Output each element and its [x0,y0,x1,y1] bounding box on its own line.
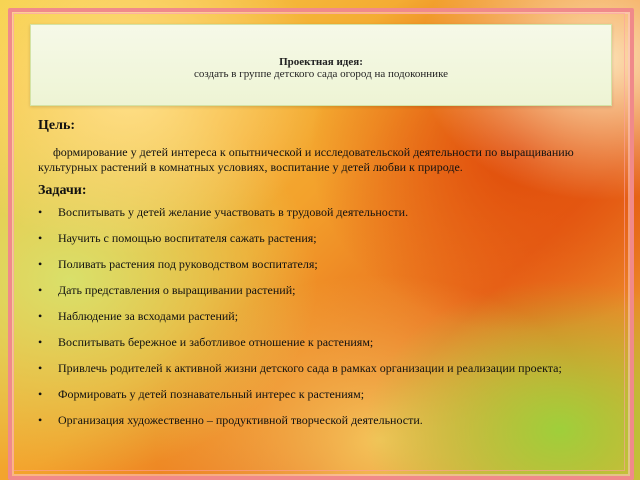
bullet-icon: • [38,309,43,323]
task-text: Формировать у детей познавательный интерес к растениям; [58,387,365,401]
bullet-icon: • [38,413,43,427]
task-item [38,205,618,220]
project-idea-box [30,24,612,106]
task-text: Наблюдение за всходами растений; [58,309,239,323]
bullet-icon: • [38,361,43,375]
task-item [38,231,618,246]
bullet-icon: • [38,387,43,401]
tasks-heading: Задачи: [38,183,87,198]
bullet-icon: • [38,205,43,219]
task-item [38,361,618,376]
task-text: Воспитывать у детей желание участвовать в трудовой деятельности. [58,205,409,219]
slide-content [38,118,618,439]
bullet-icon: • [38,257,43,271]
task-item [38,283,618,298]
task-text: Организация художественно – продуктивной творческой деятельности. [58,413,423,427]
goal-text: формирование у детей интереса к опытнической и исследовательской деятельности по выращиванию культурных растений в комнатных условиях, воспитание у детей любви к природе. [38,145,574,174]
task-item [38,257,618,272]
task-text: Привлечь родителей к активной жизни детского сада в рамках организации и реализации проекта; [58,361,562,375]
tasks-list [38,205,618,428]
bullet-icon: • [38,231,43,245]
task-item [38,413,618,428]
task-text: Воспитывать бережное и заботливое отношение к растениям; [58,335,374,349]
task-text: Поливать растения под руководством воспитателя; [58,257,318,271]
task-text: Дать представления о выращивании растений; [58,283,296,297]
task-item [38,335,618,350]
project-idea-title: Проектная идея: [279,56,363,68]
task-item [38,309,618,324]
task-text: Научить с помощью воспитателя сажать растения; [58,231,317,245]
project-idea-subtitle: создать в группе детского сада огород на подоконнике [193,68,449,80]
task-item [38,387,618,402]
goal-heading: Цель: [38,118,76,133]
bullet-icon: • [38,283,43,297]
bullet-icon: • [38,335,43,349]
